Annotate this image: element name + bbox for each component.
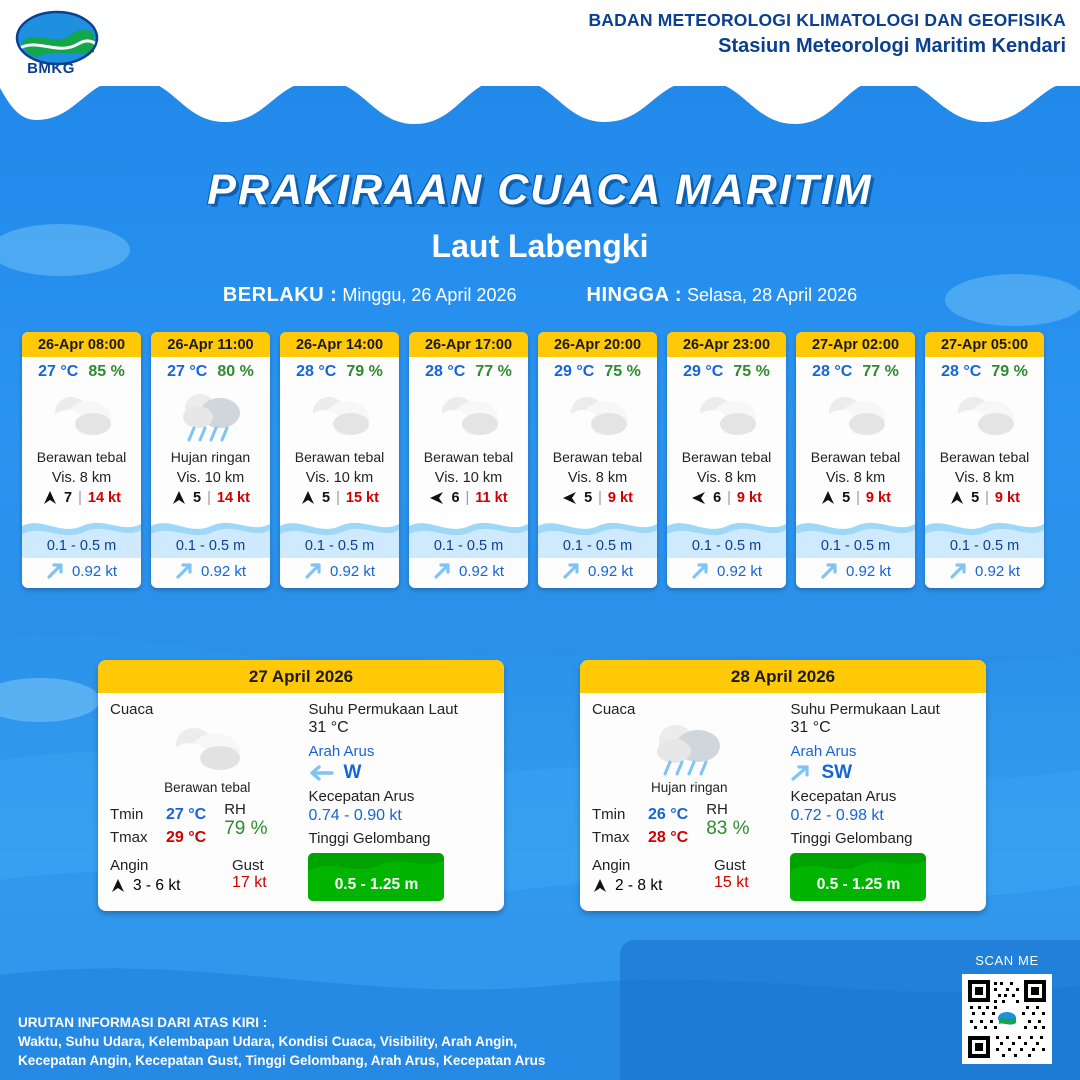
sst-label: Suhu Permukaan Laut <box>308 701 458 718</box>
card-condition: Berawan tebal <box>939 449 1030 465</box>
legend-line-1: Waktu, Suhu Udara, Kelembapan Udara, Kondisi Cuaca, Visibility, Arah Angin, <box>18 1033 518 1049</box>
arrow-up-right-icon <box>42 490 58 506</box>
arrow-up-right-icon <box>110 878 126 894</box>
sst-label: Suhu Permukaan Laut <box>790 701 940 718</box>
card-wave-band <box>796 512 915 558</box>
card-temp-rh <box>667 357 786 383</box>
card-time: 27-Apr 02:00 <box>796 332 915 357</box>
card-wind: 5 | 14 kt <box>151 490 270 512</box>
card-wind: 5 | 9 kt <box>538 490 657 512</box>
daily-date: 27 April 2026 <box>98 660 504 693</box>
card-temp-value: 28 °C <box>425 363 466 380</box>
card-visibility: Vis. 8 km <box>567 470 628 486</box>
header-bar <box>0 0 1080 86</box>
card-rh-value: 77 % <box>862 363 899 380</box>
card-wind: 5 | 9 kt <box>925 490 1044 512</box>
station-name: Stasiun Meteorologi Maritim Kendari <box>718 35 1066 57</box>
arrow-up-right-icon <box>175 562 193 580</box>
tmin-label: Tmin <box>110 806 144 823</box>
tmax-value: 28 °C <box>648 829 689 846</box>
card-wave-band <box>151 512 270 558</box>
current-dir-label: Arah Arus <box>308 743 375 760</box>
arrow-up-right-icon <box>562 562 580 580</box>
legend-note <box>18 1013 618 1070</box>
card-wind-speed: 9 kt <box>865 490 891 506</box>
card-wind-speed: 14 kt <box>87 490 121 506</box>
card-temp-rh <box>151 357 270 383</box>
card-wind-speed: 9 kt <box>607 490 633 506</box>
card-rh-value: 80 % <box>217 363 254 380</box>
arrow-up-right-icon <box>691 562 709 580</box>
daily-date: 28 April 2026 <box>580 660 986 693</box>
card-wind-dir: 5 <box>193 490 202 506</box>
current-speed-value: 0.72 - 0.98 kt <box>790 807 884 824</box>
card-wind-dir: 5 <box>584 490 593 506</box>
card-condition: Berawan tebal <box>36 449 127 465</box>
card-wave-height: 0.1 - 0.5 m <box>433 538 504 554</box>
gust-value: 17 kt <box>232 874 267 891</box>
sst-value: 31 °C <box>790 719 831 736</box>
daily-condition: Hujan ringan <box>650 780 728 795</box>
current-dir-value: W <box>343 762 362 783</box>
card-visibility: Vis. 8 km <box>696 470 757 486</box>
card-temp-value: 29 °C <box>683 363 724 380</box>
arrow-up-right-icon <box>949 562 967 580</box>
card-condition: Berawan tebal <box>810 449 901 465</box>
qr-section[interactable] <box>962 953 1052 1064</box>
wave-label: Tinggi Gelombang <box>308 830 431 847</box>
wind-value: 3 - 6 kt <box>133 877 181 894</box>
card-wind-dir: 6 <box>713 490 722 506</box>
sst-value: 31 °C <box>308 719 349 736</box>
arrow-left-icon <box>429 490 445 506</box>
arrow-up-right-icon <box>820 490 836 506</box>
arrow-left-icon <box>308 764 334 782</box>
card-wind: 5 | 9 kt <box>796 490 915 512</box>
card-temp-value: 27 °C <box>167 363 208 380</box>
arrow-up-right-icon <box>171 490 187 506</box>
arrow-up-right-icon <box>46 562 64 580</box>
cloudy-icon <box>22 383 141 449</box>
card-visibility: Vis. 10 km <box>305 470 374 486</box>
hourly-card[interactable] <box>151 332 270 588</box>
arrow-up-right-icon <box>949 490 965 506</box>
arrow-up-right-icon <box>433 562 451 580</box>
cloudy-icon <box>110 718 304 780</box>
arrow-left-icon <box>691 490 707 506</box>
card-wave-height: 0.1 - 0.5 m <box>175 538 246 554</box>
card-wave-height: 0.1 - 0.5 m <box>691 538 762 554</box>
card-rh-value: 75 % <box>733 363 770 380</box>
card-wind: 6 | 11 kt <box>409 490 528 512</box>
card-current-speed: 0.92 kt <box>329 562 376 580</box>
hourly-card[interactable] <box>280 332 399 588</box>
card-wind: 7 | 14 kt <box>22 490 141 512</box>
card-condition: Berawan tebal <box>423 449 514 465</box>
card-wind-speed: 15 kt <box>345 490 379 506</box>
card-wind-dir: 6 <box>451 490 460 506</box>
card-time: 26-Apr 23:00 <box>667 332 786 357</box>
card-wind-speed: 11 kt <box>475 490 508 506</box>
card-visibility: Vis. 10 km <box>434 470 503 486</box>
card-rh-value: 79 % <box>991 363 1028 380</box>
card-current <box>667 558 786 588</box>
arrow-up-right-icon <box>592 878 608 894</box>
card-wind-dir: 5 <box>971 490 980 506</box>
arrow-up-right-icon <box>790 764 812 782</box>
wave-height-box <box>308 853 444 901</box>
legend-line-2: Kecepatan Angin, Kecepatan Gust, Tinggi Gelombang, Arah Arus, Kecepatan Arus <box>18 1052 546 1068</box>
card-condition: Berawan tebal <box>552 449 643 465</box>
card-time: 26-Apr 17:00 <box>409 332 528 357</box>
card-current <box>409 558 528 588</box>
card-current-speed: 0.92 kt <box>71 562 118 580</box>
rh-value: 79 % <box>224 818 268 839</box>
hourly-forecast-row <box>22 332 1058 588</box>
card-wave-band <box>280 512 399 558</box>
arrow-up-right-icon <box>300 490 316 506</box>
page-title: PRAKIRAAN CUACA MARITIM <box>207 166 873 214</box>
hourly-card[interactable] <box>925 332 1044 588</box>
current-speed-label: Kecepatan Arus <box>308 788 415 805</box>
daily-weather-label: Cuaca <box>110 701 154 718</box>
wave-height-box <box>790 853 926 901</box>
cloudy-icon <box>409 383 528 449</box>
arrow-up-right-icon <box>820 562 838 580</box>
hourly-card[interactable] <box>22 332 141 588</box>
rain-icon <box>151 383 270 449</box>
daily-weather-label: Cuaca <box>592 701 636 718</box>
current-direction <box>790 762 976 784</box>
arrow-left-icon <box>562 490 578 506</box>
tmin-label: Tmin <box>592 806 626 823</box>
card-temp-rh <box>409 357 528 383</box>
card-temp-value: 29 °C <box>554 363 595 380</box>
card-wind: 6 | 9 kt <box>667 490 786 512</box>
rh-value: 83 % <box>706 818 750 839</box>
wind-label: Angin <box>592 857 631 874</box>
card-current <box>280 558 399 588</box>
card-wave-band <box>667 512 786 558</box>
tmax-label: Tmax <box>110 829 148 846</box>
card-rh-value: 75 % <box>604 363 641 380</box>
card-visibility: Vis. 8 km <box>954 470 1015 486</box>
wave-height-value: 0.5 - 1.25 m <box>816 876 901 893</box>
daily-card[interactable] <box>98 660 504 911</box>
wave-height-value: 0.5 - 1.25 m <box>334 876 419 893</box>
card-wave-band <box>925 512 1044 558</box>
card-temp-value: 28 °C <box>941 363 982 380</box>
card-current-speed: 0.92 kt <box>845 562 892 580</box>
agency-name: BADAN METEOROLOGI KLIMATOLOGI DAN GEOFISIKA <box>588 10 1066 30</box>
card-wave-height: 0.1 - 0.5 m <box>46 538 117 554</box>
valid-to-label: HINGGA : <box>586 284 682 306</box>
hourly-card[interactable] <box>538 332 657 588</box>
card-time: 26-Apr 11:00 <box>151 332 270 357</box>
current-direction <box>308 762 494 784</box>
wave-label: Tinggi Gelombang <box>790 830 913 847</box>
cloudy-icon <box>667 383 786 449</box>
gust-label: Gust <box>232 857 264 874</box>
cloudy-icon <box>796 383 915 449</box>
logo-label: BMKG <box>27 60 75 77</box>
card-wave-band <box>22 512 141 558</box>
card-wave-height: 0.1 - 0.5 m <box>304 538 375 554</box>
scan-me-label: SCAN ME <box>975 953 1039 968</box>
card-rh-value: 79 % <box>346 363 383 380</box>
card-wind-speed: 9 kt <box>994 490 1020 506</box>
current-speed-value: 0.74 - 0.90 kt <box>308 807 402 824</box>
card-temp-value: 28 °C <box>812 363 853 380</box>
valid-from-value: Minggu, 26 April 2026 <box>342 285 517 305</box>
card-current-speed: 0.92 kt <box>716 562 763 580</box>
legend-heading: URUTAN INFORMASI DARI ATAS KIRI : <box>18 1014 268 1030</box>
wind-label: Angin <box>110 857 149 874</box>
arrow-up-right-icon <box>304 562 322 580</box>
card-time: 27-Apr 05:00 <box>925 332 1044 357</box>
card-temp-value: 27 °C <box>38 363 79 380</box>
cloudy-icon <box>925 383 1044 449</box>
card-wind-dir: 7 <box>64 490 73 506</box>
card-temp-value: 28 °C <box>296 363 337 380</box>
area-subtitle: Laut Labengki <box>431 228 649 264</box>
tmax-value: 29 °C <box>166 829 207 846</box>
header-titles <box>588 10 1066 58</box>
daily-forecast-row <box>98 660 986 911</box>
hourly-card[interactable] <box>667 332 786 588</box>
card-current-speed: 0.92 kt <box>200 562 247 580</box>
daily-condition: Berawan tebal <box>164 780 251 795</box>
gust-label: Gust <box>714 857 746 874</box>
card-time: 26-Apr 20:00 <box>538 332 657 357</box>
current-dir-value: SW <box>821 762 853 783</box>
card-wind: 5 | 15 kt <box>280 490 399 512</box>
card-temp-rh <box>925 357 1044 383</box>
card-current <box>538 558 657 588</box>
cloudy-icon <box>538 383 657 449</box>
card-time: 26-Apr 08:00 <box>22 332 141 357</box>
card-wave-height: 0.1 - 0.5 m <box>949 538 1020 554</box>
card-time: 26-Apr 14:00 <box>280 332 399 357</box>
current-dir-label: Arah Arus <box>790 743 857 760</box>
valid-to-value: Selasa, 28 April 2026 <box>687 285 858 305</box>
card-current <box>796 558 915 588</box>
card-wave-height: 0.1 - 0.5 m <box>820 538 891 554</box>
card-wind-dir: 5 <box>322 490 331 506</box>
card-condition: Hujan ringan <box>170 449 251 465</box>
card-wave-band <box>409 512 528 558</box>
card-current-speed: 0.92 kt <box>587 562 634 580</box>
tmin-value: 26 °C <box>648 806 689 823</box>
valid-from-label: BERLAKU : <box>222 284 338 306</box>
tmax-label: Tmax <box>592 829 630 846</box>
card-wave-height: 0.1 - 0.5 m <box>562 538 633 554</box>
tmin-value: 27 °C <box>166 806 207 823</box>
rh-label: RH <box>224 801 246 818</box>
qr-code-icon[interactable] <box>962 974 1052 1064</box>
card-wave-band <box>538 512 657 558</box>
card-temp-rh <box>280 357 399 383</box>
wind-value: 2 - 8 kt <box>615 877 663 894</box>
card-wind-speed: 14 kt <box>216 490 250 506</box>
hourly-card[interactable] <box>409 332 528 588</box>
daily-card[interactable] <box>580 660 986 911</box>
gust-value: 15 kt <box>714 874 749 891</box>
card-rh-value: 77 % <box>475 363 512 380</box>
card-condition: Berawan tebal <box>681 449 772 465</box>
card-temp-rh <box>796 357 915 383</box>
card-temp-rh <box>538 357 657 383</box>
card-rh-value: 85 % <box>88 363 125 380</box>
card-wind-dir: 5 <box>842 490 851 506</box>
card-current <box>151 558 270 588</box>
rh-label: RH <box>706 801 728 818</box>
card-current <box>925 558 1044 588</box>
validity-period <box>0 284 1080 307</box>
card-visibility: Vis. 10 km <box>176 470 245 486</box>
cloudy-icon <box>280 383 399 449</box>
card-current <box>22 558 141 588</box>
card-visibility: Vis. 8 km <box>825 470 886 486</box>
card-temp-rh <box>22 357 141 383</box>
card-current-speed: 0.92 kt <box>974 562 1021 580</box>
current-speed-label: Kecepatan Arus <box>790 788 897 805</box>
card-visibility: Vis. 8 km <box>51 470 112 486</box>
rain-icon <box>592 718 786 780</box>
card-wind-speed: 9 kt <box>736 490 762 506</box>
hourly-card[interactable] <box>796 332 915 588</box>
card-condition: Berawan tebal <box>294 449 385 465</box>
card-current-speed: 0.92 kt <box>458 562 505 580</box>
